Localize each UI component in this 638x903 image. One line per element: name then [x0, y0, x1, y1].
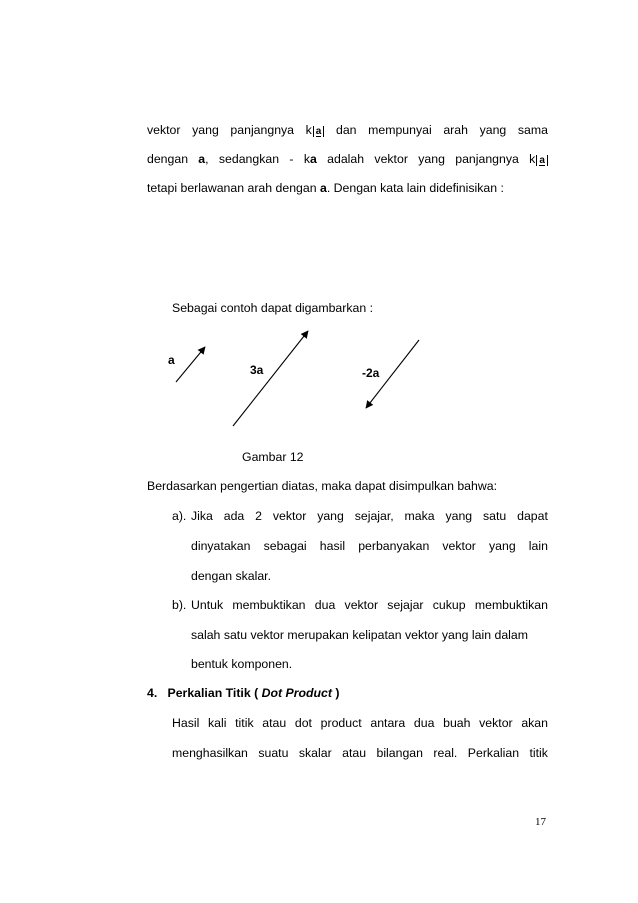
list-item-a-line-3: dengan skalar. — [191, 569, 271, 583]
section-body-line-1 — [172, 716, 548, 730]
word: titik — [529, 746, 548, 760]
word: yang — [489, 539, 516, 553]
word: 2 — [255, 509, 262, 523]
word: yang — [317, 509, 344, 523]
word: sedangkan — [218, 152, 280, 166]
example-intro: Sebagai contoh dapat digambarkan : — [172, 301, 373, 315]
label-a: a — [168, 353, 175, 367]
word: mempunyai — [368, 123, 432, 137]
text: tetapi berlawanan arah dengan — [147, 181, 320, 195]
page-number: 17 — [535, 816, 546, 828]
word: adalah — [327, 152, 365, 166]
word: lain — [528, 539, 548, 553]
word: vektor — [479, 716, 513, 730]
word: - — [289, 152, 294, 166]
word: dapat — [517, 509, 548, 523]
text: . Dengan kata lain didefinisikan : — [326, 181, 504, 195]
word: hasil — [319, 539, 346, 553]
word: antara — [370, 716, 406, 730]
word: real. — [433, 746, 458, 760]
word: Perkalian — [467, 746, 520, 760]
section-title-end: ) — [331, 686, 340, 700]
word: sejajar, — [354, 509, 394, 523]
abs-vector-a: a — [536, 155, 548, 166]
word: dua — [413, 716, 435, 730]
word: yang — [192, 123, 219, 137]
list-item-b-line-3: bentuk komponen. — [191, 657, 293, 671]
word: dan — [335, 123, 357, 137]
word: yang — [479, 123, 507, 137]
word: kali — [208, 716, 227, 730]
word: membuktikan — [232, 598, 306, 612]
list-item-a-line-1 — [191, 509, 548, 523]
section-title-italic: Dot Product — [261, 686, 332, 700]
bold-a: a — [319, 181, 327, 195]
section-body-line-2 — [172, 746, 548, 760]
list-item-a-line-2 — [191, 539, 548, 553]
word: panjangnya — [230, 123, 295, 137]
word: cukup — [432, 598, 466, 612]
vector-3a-arrow — [233, 331, 308, 426]
word: buah — [443, 716, 471, 730]
word: ada — [223, 509, 245, 523]
k-abs-a: k a — [529, 152, 548, 166]
word: sama — [517, 123, 548, 137]
list-marker-b: b). — [172, 598, 187, 612]
word: sebagai — [263, 539, 307, 553]
word-group: dengan a, — [147, 152, 209, 166]
section-heading — [147, 686, 339, 700]
word: product — [320, 716, 362, 730]
word: atau — [342, 746, 367, 760]
word: Hasil — [172, 716, 200, 730]
vector-a-arrow — [176, 347, 205, 382]
list-marker-a: a). — [172, 509, 187, 523]
list-item-b-line-1 — [191, 598, 548, 612]
word: dot — [294, 716, 312, 730]
word: suatu — [258, 746, 289, 760]
abs-vector-a: a — [313, 126, 325, 137]
word: vektor — [442, 539, 476, 553]
word: yang — [418, 152, 445, 166]
word: vektor — [374, 152, 408, 166]
word: Jika — [191, 509, 213, 523]
word: arah — [443, 123, 468, 137]
conclusion-intro: Berdasarkan pengertian diatas, maka dapat disimpulkan bahwa: — [147, 479, 497, 493]
word: maka — [404, 509, 435, 523]
word: atau — [262, 716, 287, 730]
word: titik — [235, 716, 254, 730]
section-title: Perkalian Titik ( — [167, 686, 262, 700]
figure-caption: Gambar 12 — [242, 450, 304, 464]
ka-term: ka — [303, 152, 317, 166]
word: sejajar — [387, 598, 424, 612]
word: dua — [314, 598, 336, 612]
word: membuktikan — [474, 598, 548, 612]
word: bilangan — [376, 746, 423, 760]
word: vektor — [147, 123, 181, 137]
word: satu — [483, 509, 507, 523]
label-3a: 3a — [250, 363, 264, 377]
word: dinyatakan — [191, 539, 251, 553]
word: menghasilkan — [172, 746, 248, 760]
list-item-b-line-2: salah satu vektor merupakan kelipatan vektor yang lain dalam — [191, 628, 528, 642]
word: Untuk — [191, 598, 224, 612]
label-neg2a: -2a — [362, 366, 380, 380]
section-number: 4. — [147, 686, 158, 700]
word: vektor — [344, 598, 379, 612]
word: perbanyakan — [358, 539, 430, 553]
word: skalar — [298, 746, 332, 760]
word: panjangnya — [455, 152, 519, 166]
word: akan — [521, 716, 548, 730]
word: vektor — [272, 509, 307, 523]
word: yang — [445, 509, 473, 523]
k-abs-a: k a — [306, 123, 325, 137]
